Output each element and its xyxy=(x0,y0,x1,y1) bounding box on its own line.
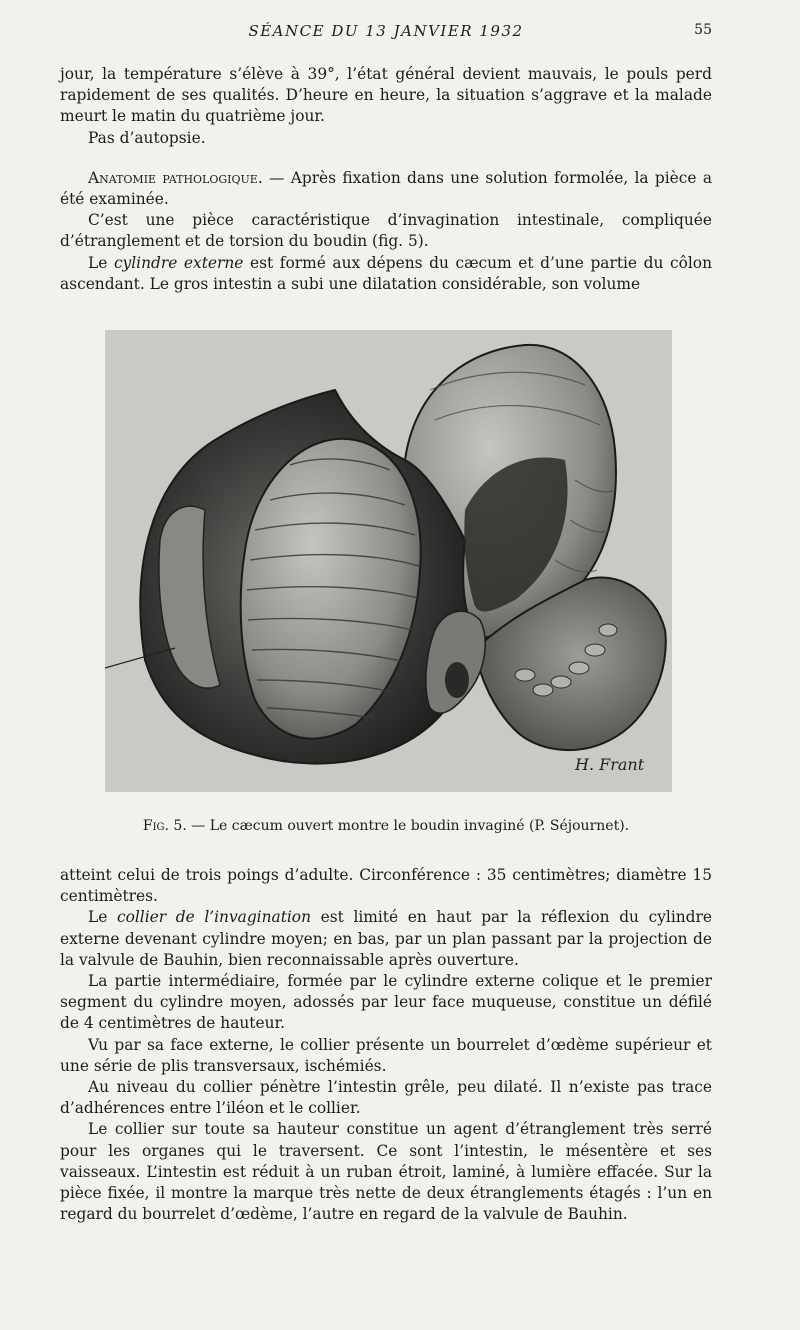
paragraph-anatomy xyxy=(60,168,712,210)
italic-term: cylindre externe xyxy=(113,253,244,272)
section-heading: Anatomie pathologique. xyxy=(88,168,263,187)
artist-signature: H. Frant xyxy=(575,755,645,774)
paragraph-collier xyxy=(60,907,712,971)
paragraph-continued: jour, la température s’élève à 39°, l’état général devient mauvais, le pouls perd rapidement de ses qualités. D’heure en heure, la situation s’aggrave et la malade meurt le matin du quatrième jour. xyxy=(60,65,712,126)
paragraph-piece: C’est une pièce caractéristique d’invagination intestinale, compliquée d’étranglement et de torsion du boudin (fig. 5). xyxy=(60,211,712,251)
anatomical-illustration xyxy=(105,330,672,792)
bottom-text-block xyxy=(60,865,712,1225)
paragraph-volume: atteint celui de trois poings d’adulte. Circonférence : 35 centimètres; diamètre 15 centimètres. xyxy=(60,866,712,906)
caption-text: — Le cæcum ouvert montre le boudin invaginé (P. Séjournet). xyxy=(186,818,630,834)
text-run: Le xyxy=(88,908,117,927)
italic-term: collier de l’invagination xyxy=(116,908,311,927)
text-run: Le xyxy=(88,253,114,272)
top-text-block xyxy=(60,64,712,295)
paragraph-intermediate: La partie intermédiaire, formée par le cylindre externe colique et le premier segment du cylindre moyen, adossés par leur face muqueuse, constitue un défilé de 4 centimètres de hauteur. xyxy=(60,972,712,1033)
paragraph-small-intestine: Au niveau du collier pénètre l’intestin grêle, peu dilaté. Il n’existe pas trace d’adhérences entre l’iléon et le collier. xyxy=(60,1078,712,1118)
running-title: SÉANCE DU 13 JANVIER 1932 xyxy=(248,22,524,40)
paragraph-cylinder xyxy=(60,253,712,295)
figure-caption xyxy=(60,818,712,834)
paragraph-external-face: Vu par sa face externe, le collier présente un bourrelet d’œdème supérieur et une série de plis transversaux, ischémiés. xyxy=(60,1035,712,1075)
section-heading-text: — Après fixation dans une solution formolée, la pièce a été examinée. xyxy=(60,168,712,209)
page-header xyxy=(60,22,712,44)
paragraph-autopsy: Pas d’autopsie. xyxy=(88,128,206,147)
illustration-drawing xyxy=(105,330,672,792)
text-run: est formé aux dépens du cæcum et d’une partie du côlon ascendant. Le gros intestin a subi une dilatation considérable, son volume xyxy=(60,253,712,293)
text-run: est limité en haut par la réflexion du cylindre externe devenant cylindre moyen; en bas, par un plan passant par la projection de la valvule de Bauhin, bien reconnaissable après ouverture. xyxy=(60,908,712,969)
paragraph-strangulation: Le collier sur toute sa hauteur constitue un agent d’étranglement très serré pour les organes qui le traversent. Ce sont l’intestin, le mésentère et ses vaisseaux. L’intestin est réduit à un ruban étroit, laminé, à lumière effacée. Sur la pièce fixée, il montre la marque très nette de deux étranglements étagés : l’un en regard du bourrelet d’œdème, l’autre en regard de la valvule de Bauhin. xyxy=(60,1120,712,1224)
page-number: 55 xyxy=(694,22,712,38)
figure-label: Fig. 5. xyxy=(142,818,187,834)
